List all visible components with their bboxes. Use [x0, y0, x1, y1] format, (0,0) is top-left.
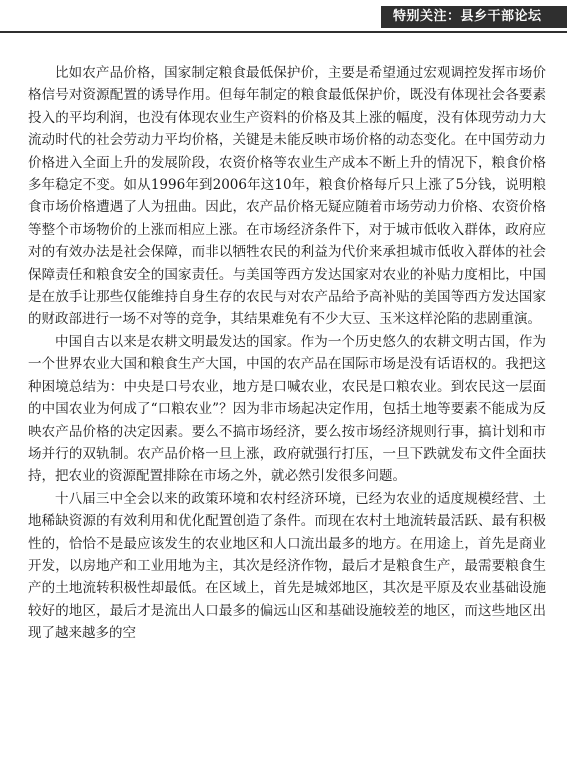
paragraph: 中国自古以来是农耕文明最发达的国家。作为一个历史悠久的农耕文明古国，作为一个世界农业大国和粮食生产大国，中国的农产品在国际市场是没有话语权的。我把这种困境总结为：中央是口号农业，地方是口喊农业，农民是口粮农业。到农民这一层面的中国农业为何成了“口粮农业”？因为非市场起决定作用，包括土地等要素不能成为反映农产品价格的决定因素。要么不搞市场经济，要么按市场经济规则行事，搞计划和市场并行的双轨制。农产品价格一旦上涨，政府就强行打压，一旦下跌就发布文件全面扶持，把农业的资源配置排除在市场之外，就必然引发很多问题。: [28, 333, 546, 485]
paragraph: 比如农产品价格，国家制定粮食最低保护价，主要是希望通过宏观调控发挥市场价格信号对资源配置的诱导作用。但每年制定的粮食最低保护价，既没有体现社会各要素投入的平均利润，也没有体现农业生产资料的价格及其上涨的幅度，没有体现劳动力大流动时代的社会劳动力平均价格，关键是未能反映市场价格的动态变化。在中国劳动力价格进入全面上升的发展阶段，农资价格等农业生产成本不断上升的情况下，粮食价格多年稳定不变。如从1996年到2006年这10年，粮食价格每斤只上涨了5分钱，说明粮食市场价格遭遇了人为扭曲。因此，农产品价格无疑应随着市场劳动力价格、农资价格等整个市场物价的上涨而相应上涨。在市场经济条件下，对于城市低收入群体，政府应对的有效办法是社会保障，而非以牺牲农民的利益为代价来承担城市低收入群体的社会保障责任和粮食安全的国家责任。与美国等西方发达国家对农业的补贴力度相比，中国是在放手让那些仅能维持自身生存的农民与对农产品给予高补贴的美国等西方发达国家的财政部进行一场不对等的竞争，其结果难免有不少大豆、玉米这样沦陷的悲剧重演。: [28, 65, 546, 328]
section-header: [381, 6, 567, 28]
article-body: [28, 62, 546, 645]
section-header-title: 特别关注：县乡干部论坛: [393, 9, 542, 24]
header-divider: [0, 31, 567, 33]
paragraph: 十八届三中全会以来的政策环境和农村经济环境，已经为农业的适度规模经营、土地稀缺资源的有效利用和优化配置创造了条件。而现在农村土地流转最活跃、最有积极性的，恰恰不是最应该发生的农业地区和人口流出最多的地方。在用途上，首先是商业开发，以房地产和工业用地为主，其次是经济作物，最后才是粮食生产，最需要粮食生产的土地流转积极性却最低。在区域上，首先是城郊地区，其次是平原及农业基础设施较好的地区，最后才是流出人口最多的偏远山区和基础设施较差的地区，而这些地区出现了越来越多的空: [28, 490, 546, 642]
